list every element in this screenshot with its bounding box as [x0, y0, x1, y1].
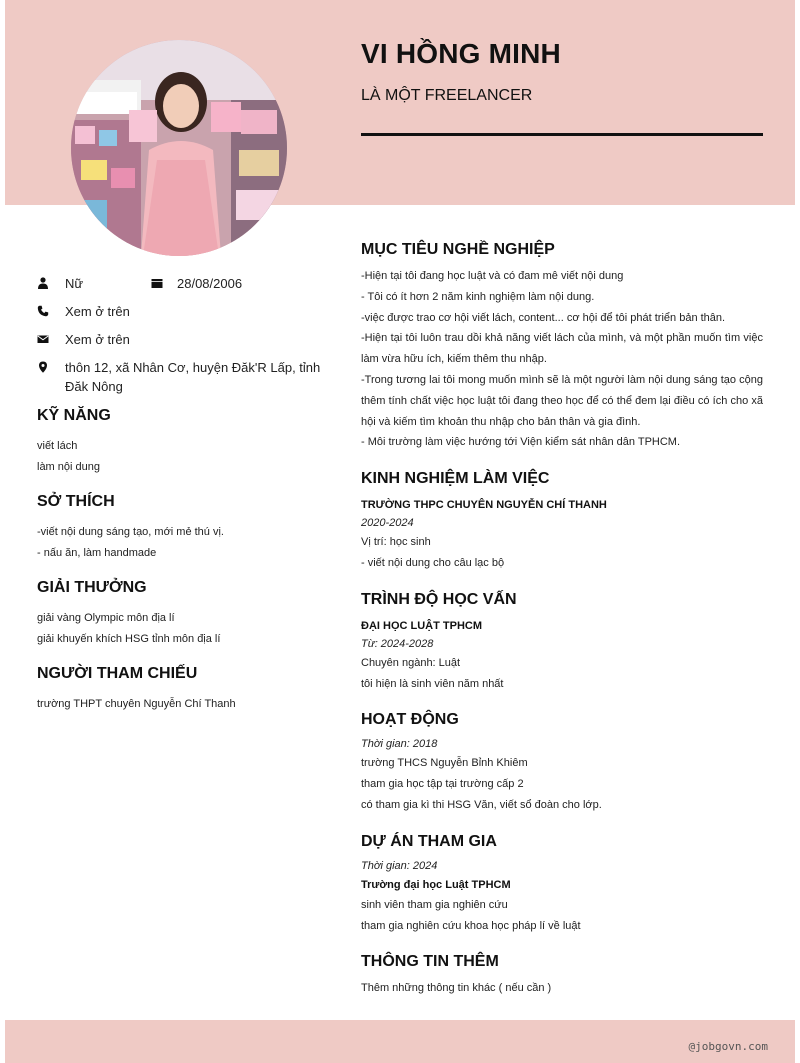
activities-line: tham gia học tập tại trường cấp 2 [361, 778, 524, 791]
contact-row-email [37, 330, 327, 349]
hobby-item: -viết nội dung sáng tạo, mới mẻ thú vị. [37, 526, 224, 538]
awards-section [37, 578, 327, 650]
objective-section [361, 240, 763, 453]
education-period: Từ: 2024-2028 [361, 637, 434, 650]
more-info-section [361, 952, 763, 999]
phone-value: Xem ở trên [65, 304, 130, 319]
objective-line: -Hiện tại tôi đang học luật và có đam mê viết nội dung [361, 270, 624, 282]
contact-row-gender-birthday [37, 274, 327, 293]
skills-section [37, 406, 327, 478]
activities-line: có tham gia kì thi HSG Văn, viết sổ đoàn cho lớp. [361, 798, 602, 811]
footer-band [5, 1020, 795, 1063]
objective-line: -Hiện tại tôi luôn trau dồi khả năng viết lách của mình, và một phần muốn tìm việc làm vừa hữu ích, kiếm thêm thu nhập. [361, 332, 763, 366]
experience-period: 2020-2024 [361, 517, 414, 530]
candidate-name: VI HỒNG MINH [361, 38, 561, 69]
projects-section [361, 832, 763, 937]
award-item: giải khuyến khích HSG tỉnh môn địa lí [37, 633, 221, 645]
objective-line: - Tôi có ít hơn 2 năm kinh nghiệm làm nội dung. [361, 290, 595, 303]
skills-title: KỸ NĂNG [37, 407, 111, 424]
experience-title: KINH NGHIỆM LÀM VIỆC [361, 470, 550, 488]
references-section [37, 664, 327, 715]
projects-org: Trường đại học Luật TPHCM [361, 878, 511, 891]
cv-page [5, 0, 795, 1063]
projects-title: DỰ ÁN THAM GIA [361, 832, 497, 850]
education-line: tôi hiện là sinh viên năm nhất [361, 677, 504, 690]
person-icon [37, 277, 49, 289]
references-title: NGƯỜI THAM CHIẾU [37, 665, 198, 682]
activities-period: Thời gian: 2018 [361, 738, 438, 751]
candidate-title: LÀ MỘT FREELANCER [361, 87, 533, 104]
award-item: giải vàng Olympic môn địa lí [37, 612, 175, 624]
experience-section [361, 469, 763, 574]
experience-line: - viết nội dung cho câu lạc bộ [361, 556, 505, 569]
avatar [71, 40, 287, 256]
projects-period: Thời gian: 2024 [361, 859, 438, 872]
education-section [361, 590, 763, 695]
email-value: Xem ở trên [65, 332, 130, 347]
right-column [361, 240, 763, 1015]
gender-value: Nữ [65, 276, 84, 291]
activities-section [361, 710, 763, 815]
objective-line: -Trong tương lai tôi mong muốn mình sẽ là một người làm nội dung sáng tạo cộng thêm tính chất việc học luật tôi đang theo học để có thể đem lại điều có ích cho xã hội và kiếm tìm khoản thu nhập cho bản thân và gia đình. [361, 373, 763, 428]
education-line: Chuyên ngành: Luật [361, 656, 461, 669]
footer-watermark: @jobgovn.com [688, 1040, 768, 1053]
hobby-item: - nấu ăn, làm handmade [37, 547, 157, 559]
contact-row-address [37, 358, 327, 396]
activities-title: HOẠT ĐỘNG [361, 711, 459, 729]
header-divider [361, 133, 763, 136]
hobbies-section [37, 492, 327, 564]
education-title: TRÌNH ĐỘ HỌC VẤN [361, 590, 517, 608]
projects-line: sinh viên tham gia nghiên cứu [361, 898, 508, 911]
contact-row-phone [37, 302, 327, 321]
activities-line: trường THCS Nguyễn Bỉnh Khiêm [361, 757, 528, 770]
contact-info [37, 274, 327, 405]
objective-title: MỤC TIÊU NGHỀ NGHIỆP [361, 241, 555, 258]
experience-org: TRƯỜNG THPC CHUYÊN NGUYỄN CHÍ THANH [361, 499, 607, 512]
birthday-value: 28/08/2006 [177, 276, 243, 291]
phone-icon [37, 305, 49, 317]
projects-line: tham gia nghiên cứu khoa học pháp lí về luật [361, 919, 581, 932]
awards-title: GIẢI THƯỞNG [37, 579, 147, 596]
skill-item: viết lách [37, 440, 78, 452]
experience-line: Vị trí: học sinh [361, 536, 431, 549]
calendar-icon [151, 277, 163, 289]
address-value: thôn 12, xã Nhân Cơ, huyện Đăk'R Lấp, tỉnh Đăk Nông [65, 360, 321, 394]
skill-item: làm nội dung [37, 461, 100, 473]
hobbies-title: SỞ THÍCH [37, 493, 115, 510]
more-info-title: THÔNG TIN THÊM [361, 953, 499, 971]
objective-line: - Môi trường làm việc hướng tới Viện kiểm sát nhân dân TPHCM. [361, 436, 681, 449]
more-info-line: Thêm những thông tin khác ( nếu cần ) [361, 982, 552, 995]
education-org: ĐẠI HỌC LUẬT TPHCM [361, 619, 482, 632]
objective-line: -việc được trao cơ hội viết lách, content... cơ hội để tôi phát triển bản thân. [361, 311, 726, 324]
left-column [37, 406, 327, 729]
location-pin-icon [37, 361, 49, 373]
reference-item: trường THPT chuyên Nguyễn Chí Thanh [37, 698, 236, 710]
mail-icon [37, 333, 49, 345]
